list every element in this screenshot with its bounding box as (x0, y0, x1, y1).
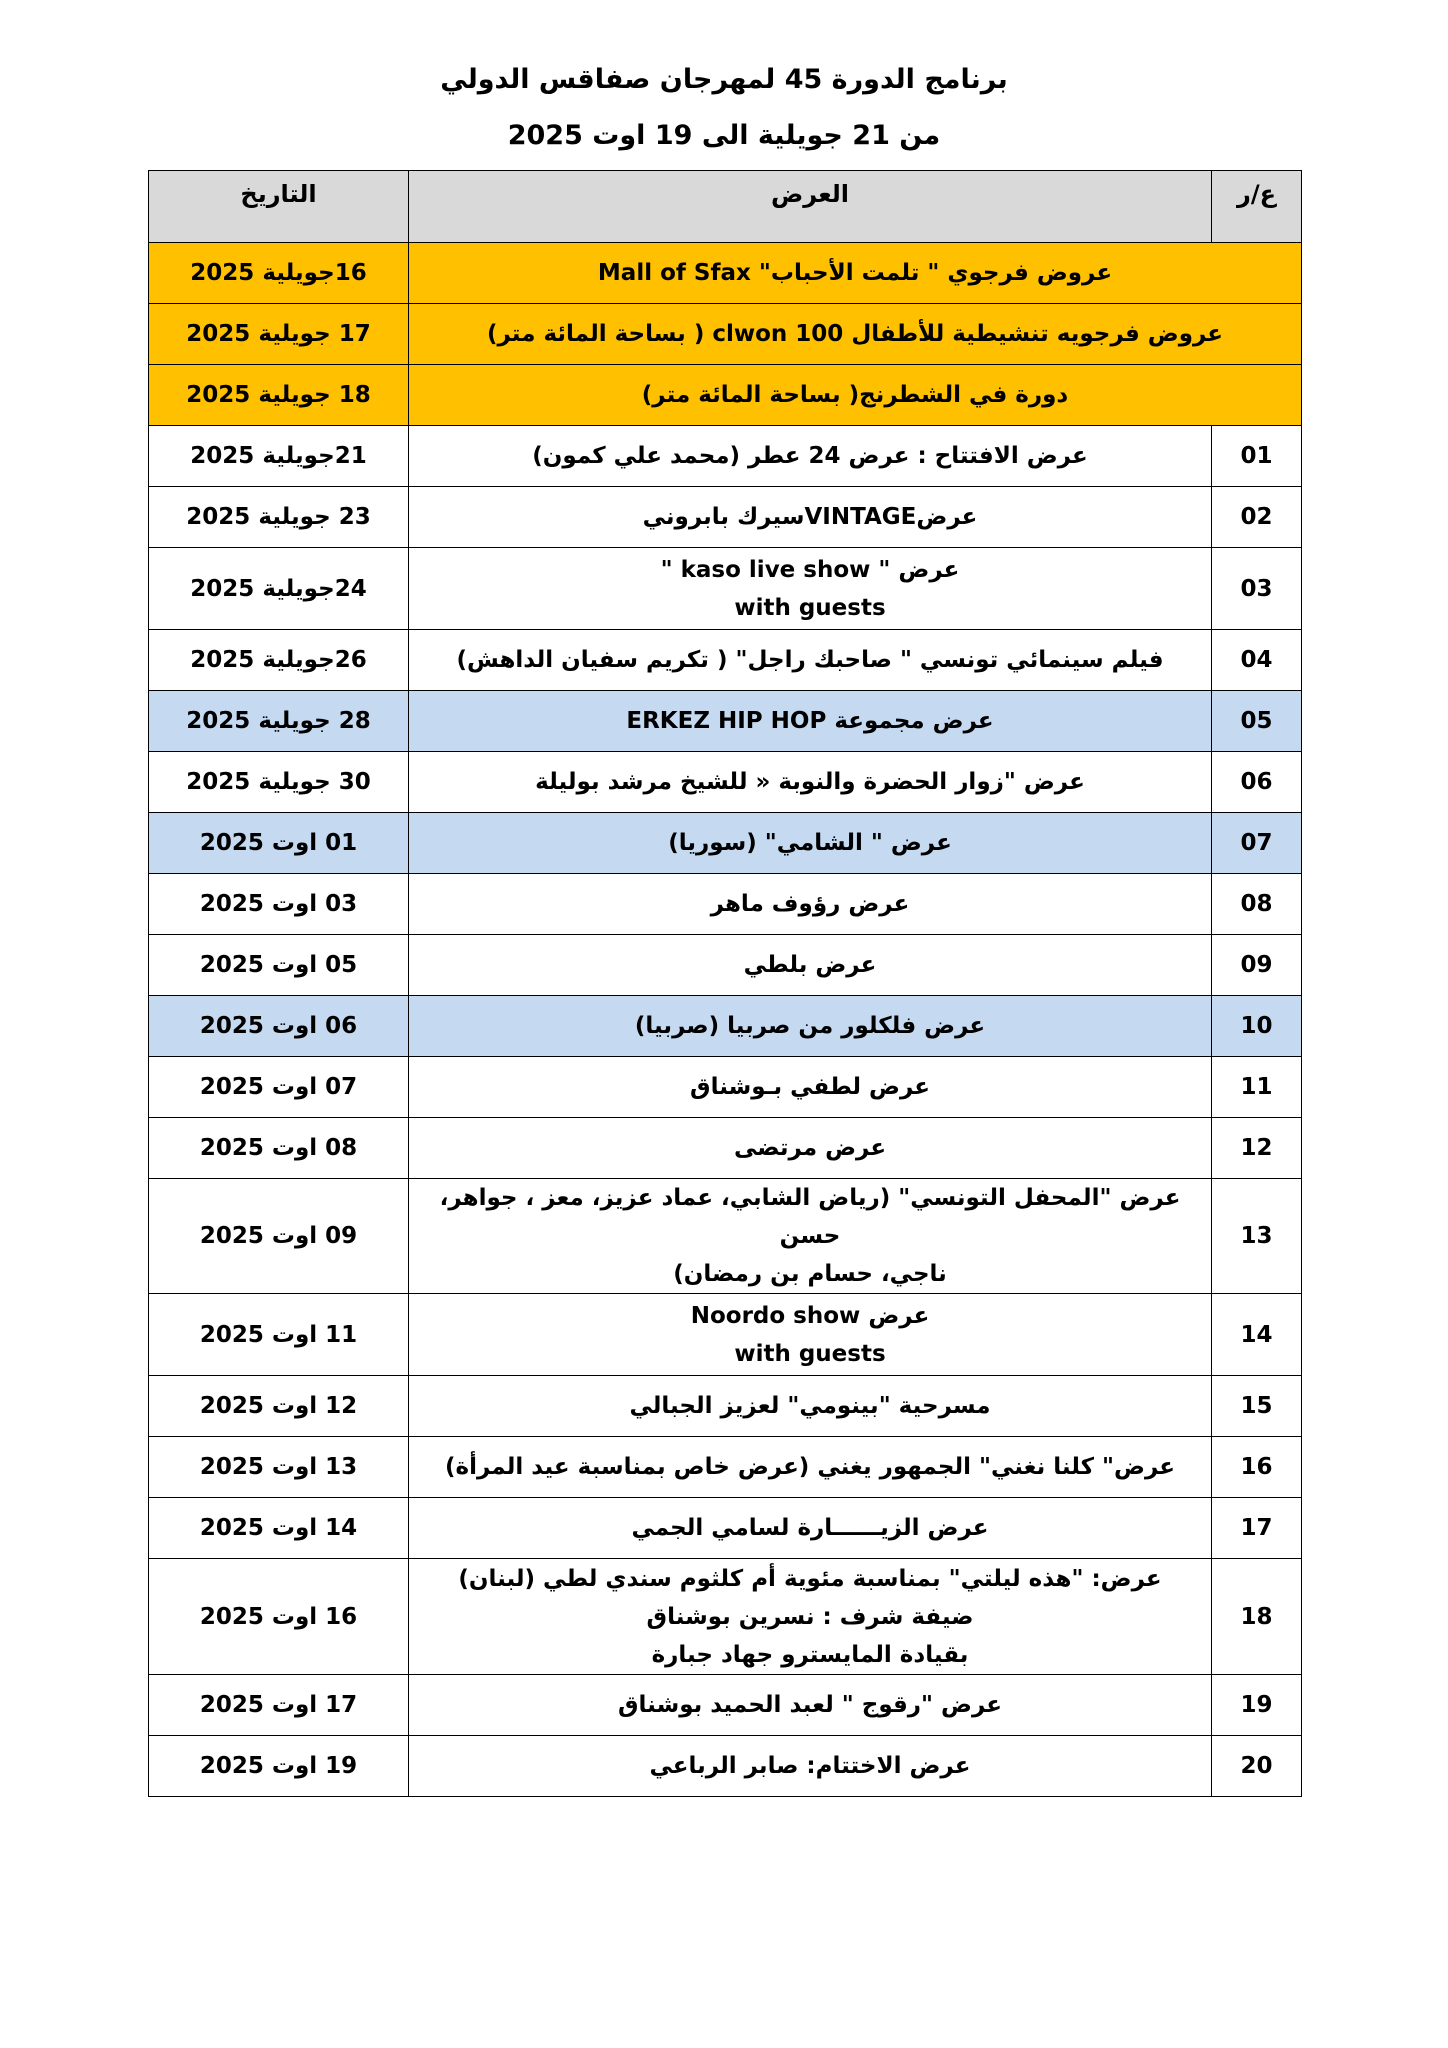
pre-event-show: عروض فرجوي " تلمت الأحباب" Mall of Sfax (409, 243, 1302, 304)
table-row (149, 752, 1302, 813)
row-number: 14 (1212, 1294, 1302, 1376)
table-row (149, 1057, 1302, 1118)
pre-event-show: دورة في الشطرنج( بساحة المائة متر) (409, 365, 1302, 426)
table-row (149, 1294, 1302, 1376)
table-row (149, 1179, 1302, 1294)
pre-event-row (149, 365, 1302, 426)
row-number: 08 (1212, 874, 1302, 935)
row-show: عرض الزيــــــارة لسامي الجمي (409, 1498, 1212, 1559)
pre-event-date: 16جويلية 2025 (149, 243, 409, 304)
row-date: 30 جويلية 2025 (149, 752, 409, 813)
row-date: 11 اوت 2025 (149, 1294, 409, 1376)
row-show: فيلم سينمائي تونسي " صاحبك راجل" ( تكريم سفيان الداهش) (409, 630, 1212, 691)
table-row (149, 1675, 1302, 1736)
row-date: 12 اوت 2025 (149, 1376, 409, 1437)
row-number: 03 (1212, 548, 1302, 630)
pre-event-date: 17 جويلية 2025 (149, 304, 409, 365)
row-date: 21جويلية 2025 (149, 426, 409, 487)
table-row (149, 1559, 1302, 1675)
row-number: 09 (1212, 935, 1302, 996)
table-row (149, 426, 1302, 487)
row-show: عرض لطفي بـوشناق (409, 1057, 1212, 1118)
table-row (149, 630, 1302, 691)
table-body (149, 243, 1302, 1797)
table-row (149, 548, 1302, 630)
row-number: 20 (1212, 1736, 1302, 1797)
table-row (149, 1437, 1302, 1498)
row-number: 06 (1212, 752, 1302, 813)
row-date: 16 اوت 2025 (149, 1559, 409, 1675)
row-number: 02 (1212, 487, 1302, 548)
row-show: عرض بلطي (409, 935, 1212, 996)
row-date: 26جويلية 2025 (149, 630, 409, 691)
header (0, 52, 1448, 164)
table-row (149, 691, 1302, 752)
table-row (149, 813, 1302, 874)
pre-event-row (149, 304, 1302, 365)
row-show: عرضVINTAGEسيرك بابروني (409, 487, 1212, 548)
row-date: 07 اوت 2025 (149, 1057, 409, 1118)
row-show: عرض: "هذه ليلتي" بمناسبة مئوية أم كلثوم سندي لطي (لبنان) ضيفة شرف : نسرين بوشناق بقيادة المايسترو جهاد جبارة (409, 1559, 1212, 1675)
row-show: عرض مجموعة ERKEZ HIP HOP (409, 691, 1212, 752)
row-date: 03 اوت 2025 (149, 874, 409, 935)
row-show: عرض "رقوج " لعبد الحميد بوشناق (409, 1675, 1212, 1736)
row-date: 05 اوت 2025 (149, 935, 409, 996)
table-row (149, 1376, 1302, 1437)
row-date: 08 اوت 2025 (149, 1118, 409, 1179)
row-date: 23 جويلية 2025 (149, 487, 409, 548)
row-show: عرض " kaso live show " with guests (409, 548, 1212, 630)
row-show: مسرحية "بينومي" لعزيز الجبالي (409, 1376, 1212, 1437)
table-row (149, 1736, 1302, 1797)
row-show: عرض "زوار الحضرة والنوبة « للشيخ مرشد بوليلة (409, 752, 1212, 813)
table-header-row (149, 171, 1302, 243)
table-row (149, 935, 1302, 996)
row-show: عرض رؤوف ماهر (409, 874, 1212, 935)
program-table (148, 170, 1302, 1797)
column-header-show: العرض (409, 171, 1212, 243)
row-show: عرض مرتضى (409, 1118, 1212, 1179)
row-date: 14 اوت 2025 (149, 1498, 409, 1559)
row-number: 07 (1212, 813, 1302, 874)
row-date: 19 اوت 2025 (149, 1736, 409, 1797)
row-date: 06 اوت 2025 (149, 996, 409, 1057)
row-date: 13 اوت 2025 (149, 1437, 409, 1498)
row-number: 13 (1212, 1179, 1302, 1294)
pre-event-show: عروض فرجويه تنشيطية للأطفال clwon 100 ( بساحة المائة متر) (409, 304, 1302, 365)
table-row (149, 487, 1302, 548)
column-header-date: التاريخ (149, 171, 409, 243)
page-subtitle: من 21 جويلية الى 19 اوت 2025 (507, 120, 941, 151)
row-show: عرض الافتتاح : عرض 24 عطر (محمد علي كمون) (409, 426, 1212, 487)
row-number: 18 (1212, 1559, 1302, 1675)
row-show: عرض "المحفل التونسي" (رياض الشابي، عماد عزيز، معز ، جواهر، حسن ناجي، حسام بن رمضان) (409, 1179, 1212, 1294)
row-date: 09 اوت 2025 (149, 1179, 409, 1294)
row-number: 10 (1212, 996, 1302, 1057)
table-row (149, 1498, 1302, 1559)
row-number: 17 (1212, 1498, 1302, 1559)
column-header-num: ع/ر (1212, 171, 1302, 243)
row-show: عرض" كلنا نغني" الجمهور يغني (عرض خاص بمناسبة عيد المرأة) (409, 1437, 1212, 1498)
table-row (149, 996, 1302, 1057)
row-show: عرض Noordo show with guests (409, 1294, 1212, 1376)
row-number: 01 (1212, 426, 1302, 487)
table-row (149, 874, 1302, 935)
row-number: 05 (1212, 691, 1302, 752)
pre-event-row (149, 243, 1302, 304)
row-date: 24جويلية 2025 (149, 548, 409, 630)
row-date: 17 اوت 2025 (149, 1675, 409, 1736)
row-number: 11 (1212, 1057, 1302, 1118)
row-number: 12 (1212, 1118, 1302, 1179)
page-title: برنامج الدورة 45 لمهرجان صفاقس الدولي (440, 64, 1008, 95)
row-number: 15 (1212, 1376, 1302, 1437)
row-number: 04 (1212, 630, 1302, 691)
row-show: عرض فلكلور من صربيا (صربيا) (409, 996, 1212, 1057)
row-date: 01 اوت 2025 (149, 813, 409, 874)
row-date: 28 جويلية 2025 (149, 691, 409, 752)
table-row (149, 1118, 1302, 1179)
pre-event-date: 18 جويلية 2025 (149, 365, 409, 426)
row-number: 16 (1212, 1437, 1302, 1498)
row-show: عرض الاختتام: صابر الرباعي (409, 1736, 1212, 1797)
row-show: عرض " الشامي" (سوريا) (409, 813, 1212, 874)
row-number: 19 (1212, 1675, 1302, 1736)
